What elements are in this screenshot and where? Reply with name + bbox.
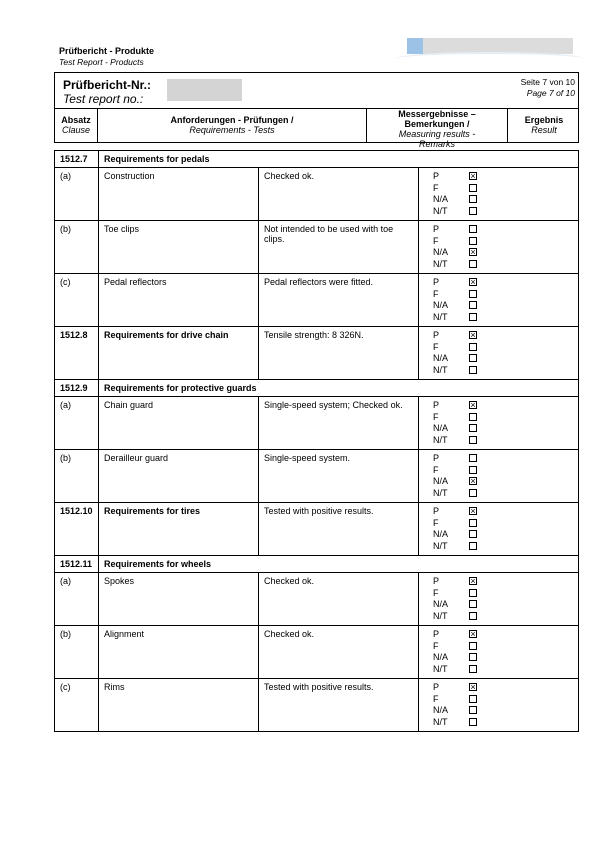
result-option [419, 247, 578, 259]
result-cell [419, 397, 579, 450]
checked-box-icon[interactable]: × [470, 247, 476, 257]
result-option [419, 682, 578, 694]
result-option [419, 694, 578, 706]
checkbox-icon[interactable] [469, 530, 477, 538]
result-option [419, 518, 578, 530]
result-label: N/A [433, 423, 449, 433]
result-option [419, 611, 578, 623]
result-option [419, 629, 578, 641]
clause-cell: 1512.9 [55, 380, 99, 397]
col-res-de: Ergebnis [524, 115, 564, 125]
checkbox-icon[interactable] [469, 706, 477, 714]
checkbox-icon[interactable] [469, 489, 477, 497]
requirement-cell: Alignment [99, 626, 259, 679]
checkbox-icon[interactable] [469, 436, 477, 444]
remark-cell: Single-speed system. [259, 450, 419, 503]
checkbox-icon[interactable] [469, 612, 477, 620]
clause-cell: (a) [55, 168, 99, 221]
checked-box-icon[interactable]: × [470, 629, 476, 639]
result-option [419, 236, 578, 248]
remark-cell: Checked ok. [259, 626, 419, 679]
result-option [419, 194, 578, 206]
clause-cell: (c) [55, 679, 99, 732]
checkbox-icon[interactable] [469, 343, 477, 351]
checkbox-icon[interactable] [469, 313, 477, 321]
result-label: F [433, 341, 439, 352]
result-option [419, 453, 578, 465]
requirement-cell: Spokes [99, 573, 259, 626]
checked-box-icon[interactable]: × [470, 277, 476, 287]
clause-cell: (b) [55, 626, 99, 679]
page-number-de: Seite 7 von 10 [520, 77, 575, 87]
result-option [419, 206, 578, 218]
result-option [419, 664, 578, 676]
result-option [419, 717, 578, 729]
result-option [419, 641, 578, 653]
requirement-cell: Chain guard [99, 397, 259, 450]
checkbox-icon[interactable] [469, 589, 477, 597]
clause-cell: 1512.7 [55, 151, 99, 168]
checkbox-icon[interactable] [469, 454, 477, 462]
result-label: P [433, 453, 440, 463]
table-row [55, 573, 579, 626]
checked-box-icon[interactable]: × [470, 506, 476, 516]
checkbox-icon[interactable] [469, 642, 477, 650]
clause-cell: 1512.8 [55, 327, 99, 380]
result-label: N/T [433, 311, 448, 322]
result-option [419, 705, 578, 717]
report-title-box [54, 72, 579, 109]
result-cell [419, 679, 579, 732]
checked-box-icon[interactable]: × [470, 576, 476, 586]
col-rem-en: Measuring results - Remarks [398, 129, 476, 149]
section-title: Requirements for protective guards [99, 380, 579, 397]
result-label: N/A [433, 476, 449, 486]
result-option [419, 476, 578, 488]
result-label: P [433, 506, 440, 516]
result-label: N/A [433, 599, 449, 609]
result-label: N/T [433, 434, 448, 445]
clause-cell: (b) [55, 450, 99, 503]
result-label: N/A [433, 300, 449, 310]
result-option [419, 588, 578, 600]
col-remarks [367, 109, 508, 149]
result-label: F [433, 288, 439, 299]
col-rem-de: Messergebnisse – Bemerkungen / [398, 109, 476, 129]
result-cell [419, 450, 579, 503]
requirement-cell: Derailleur guard [99, 450, 259, 503]
checkbox-icon[interactable] [469, 653, 477, 661]
result-label: P [433, 171, 440, 181]
col-result [508, 109, 580, 142]
result-label: F [433, 182, 439, 193]
checkbox-icon[interactable] [469, 260, 477, 268]
requirement-cell: Pedal reflectors [99, 274, 259, 327]
remark-cell: Tested with positive results. [259, 503, 419, 556]
result-cell [419, 221, 579, 274]
result-option [419, 353, 578, 365]
result-cell [419, 573, 579, 626]
checkbox-icon[interactable] [469, 695, 477, 703]
result-option [419, 529, 578, 541]
result-label: P [433, 682, 440, 692]
remark-cell: Checked ok. [259, 168, 419, 221]
result-label: P [433, 224, 440, 234]
page-number-en: Page 7 of 10 [526, 88, 575, 98]
table-row [55, 450, 579, 503]
col-clause [55, 109, 98, 142]
result-option [419, 224, 578, 236]
col-req-en: Requirements - Tests [189, 125, 275, 135]
result-option [419, 400, 578, 412]
col-res-en: Result [531, 125, 557, 135]
result-option [419, 342, 578, 354]
checkbox-icon[interactable] [469, 413, 477, 421]
result-option [419, 599, 578, 611]
result-option [419, 412, 578, 424]
result-option [419, 289, 578, 301]
result-cell [419, 274, 579, 327]
result-label: F [433, 235, 439, 246]
result-option [419, 652, 578, 664]
col-clause-en: Clause [61, 125, 90, 135]
result-label: N/A [433, 247, 449, 257]
requirement-cell: Construction [99, 168, 259, 221]
clause-cell: (a) [55, 397, 99, 450]
result-label: N/T [433, 487, 448, 498]
remark-cell: Not intended to be used with toe clips. [259, 221, 419, 274]
table-row [55, 626, 579, 679]
checkbox-icon[interactable] [469, 542, 477, 550]
clause-cell: (c) [55, 274, 99, 327]
table-row [55, 679, 579, 732]
result-label: N/A [433, 652, 449, 662]
result-cell [419, 327, 579, 380]
result-label: N/A [433, 353, 449, 363]
redacted-report-number [167, 79, 242, 101]
requirement-cell: Rims [99, 679, 259, 732]
result-label: F [433, 411, 439, 422]
remark-cell: Pedal reflectors were fitted. [259, 274, 419, 327]
result-option [419, 365, 578, 377]
result-option [419, 541, 578, 553]
result-label: N/A [433, 529, 449, 539]
requirement-cell: Requirements for drive chain [99, 327, 259, 380]
checkbox-icon[interactable] [469, 600, 477, 608]
result-label: P [433, 629, 440, 639]
table-row [55, 380, 579, 397]
result-label: F [433, 464, 439, 475]
checkbox-icon[interactable] [469, 184, 477, 192]
result-label: N/T [433, 205, 448, 216]
company-logo [395, 38, 585, 64]
result-option [419, 277, 578, 289]
result-option [419, 171, 578, 183]
col-clause-de: Absatz [61, 115, 91, 125]
remark-cell: Single-speed system; Checked ok. [259, 397, 419, 450]
checked-box-icon[interactable]: × [470, 476, 476, 486]
checked-box-icon[interactable]: × [470, 171, 476, 181]
remark-cell: Checked ok. [259, 573, 419, 626]
requirement-cell: Toe clips [99, 221, 259, 274]
checked-box-icon[interactable]: × [470, 400, 476, 410]
result-label: N/T [433, 716, 448, 727]
result-cell [419, 626, 579, 679]
checkbox-icon[interactable] [469, 424, 477, 432]
result-label: N/T [433, 258, 448, 269]
result-option [419, 488, 578, 500]
report-no-label-de: Prüfbericht-Nr.: [63, 78, 152, 92]
table-row [55, 327, 579, 380]
result-option [419, 465, 578, 477]
checked-box-icon[interactable]: × [470, 330, 476, 340]
result-label: P [433, 330, 440, 340]
checkbox-icon[interactable] [469, 366, 477, 374]
result-option [419, 506, 578, 518]
result-label: N/A [433, 705, 449, 715]
table-row [55, 556, 579, 573]
result-label: N/T [433, 540, 448, 551]
result-label: P [433, 576, 440, 586]
checkbox-icon[interactable] [469, 290, 477, 298]
result-option [419, 312, 578, 324]
result-label: P [433, 400, 440, 410]
clause-cell: 1512.11 [55, 556, 99, 573]
requirement-cell: Requirements for tires [99, 503, 259, 556]
table-row [55, 168, 579, 221]
checkbox-icon[interactable] [469, 665, 477, 673]
table-row [55, 397, 579, 450]
table-row [55, 221, 579, 274]
result-option [419, 330, 578, 342]
header-title-de: Prüfbericht - Produkte [59, 46, 155, 56]
table-row [55, 274, 579, 327]
clause-cell: 1512.10 [55, 503, 99, 556]
result-label: F [433, 587, 439, 598]
result-option [419, 259, 578, 271]
column-header [54, 109, 579, 149]
remark-cell: Tested with positive results. [259, 679, 419, 732]
table-row [55, 151, 579, 168]
checkbox-icon[interactable] [469, 225, 477, 233]
result-cell [419, 503, 579, 556]
result-option [419, 300, 578, 312]
checkbox-icon[interactable] [469, 237, 477, 245]
result-option [419, 435, 578, 447]
table-row [55, 503, 579, 556]
result-label: N/A [433, 194, 449, 204]
results-table [54, 150, 579, 732]
result-cell [419, 168, 579, 221]
header-title-en: Test Report - Products [59, 57, 144, 67]
result-label: N/T [433, 663, 448, 674]
checkbox-icon[interactable] [469, 207, 477, 215]
checkbox-icon[interactable] [469, 718, 477, 726]
checkbox-icon[interactable] [469, 519, 477, 527]
result-option [419, 423, 578, 435]
col-req-de: Anforderungen - Prüfungen / [170, 115, 294, 125]
result-label: N/T [433, 364, 448, 375]
result-option [419, 183, 578, 195]
result-label: N/T [433, 610, 448, 621]
result-label: F [433, 640, 439, 651]
section-title: Requirements for wheels [99, 556, 579, 573]
section-title: Requirements for pedals [99, 151, 579, 168]
result-option [419, 576, 578, 588]
result-label: F [433, 517, 439, 528]
checkbox-icon[interactable] [469, 195, 477, 203]
checked-box-icon[interactable]: × [470, 682, 476, 692]
result-label: P [433, 277, 440, 287]
checkbox-icon[interactable] [469, 354, 477, 362]
remark-cell: Tensile strength: 8 326N. [259, 327, 419, 380]
result-label: F [433, 693, 439, 704]
report-no-label-en: Test report no.: [63, 92, 144, 106]
clause-cell: (a) [55, 573, 99, 626]
col-requirements [98, 109, 367, 142]
clause-cell: (b) [55, 221, 99, 274]
checkbox-icon[interactable] [469, 301, 477, 309]
checkbox-icon[interactable] [469, 466, 477, 474]
